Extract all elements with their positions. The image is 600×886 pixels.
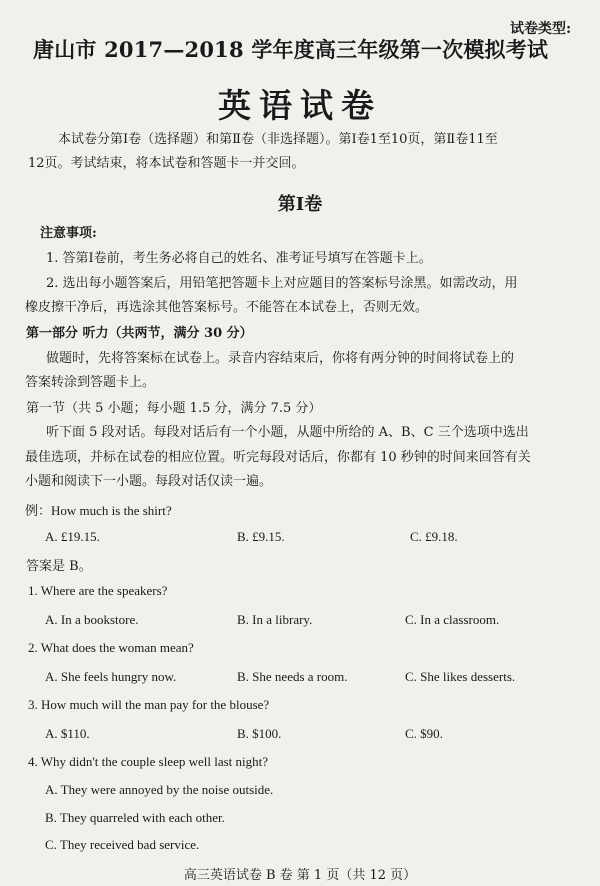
part1-title: 第Ⅰ卷 [277,194,323,215]
question-4: 4. Why didn't the couple sleep well last night? [28,754,269,769]
question-1-option-b: B. In a library. [237,612,313,627]
question-3: 3. How much will the man pay for the blouse? [28,697,270,712]
question-1: 1. Where are the speakers? [28,583,168,598]
notes-item-2-line-1: 2. 选出每小题答案后，用铅笔把答题卡上对应题目的答案标号涂黑。如需改动，用 [46,276,518,291]
question-4-option-c: C. They received bad service. [45,837,200,852]
question-1-option-a: A. In a bookstore. [45,612,139,627]
intro-line-2: 12页。考试结束，将本试卷和答题卡一并交回。 [28,156,305,171]
question-2-option-c: C. She likes desserts. [405,669,516,684]
example-question: 例：How much is the shirt? [25,503,172,518]
section-heading: 第一节（共 5 小题；每小题 1.5 分，满分 7.5 分） [26,401,322,416]
notes-item-2-line-2: 橡皮擦干净后，再选涂其他答案标号。不能答在本试卷上，否则无效。 [25,300,429,315]
question-3-option-c: C. $90. [405,726,443,741]
question-2-option-b: B. She needs a room. [237,669,348,684]
example-option-a: A. £19.15. [45,529,100,544]
listening-heading: 第一部分 听力（共两节，满分 30 分） [26,326,253,341]
section-instruction-line-2: 最佳选项，并标在试卷的相应位置。听完每段对话后，你都有 10 秒钟的时间来回答有关 [25,450,531,465]
question-3-option-b: B. $100. [237,726,282,741]
page-footer: 高三英语试卷 B 卷 第 1 页（共 12 页） [183,868,417,883]
question-4-option-a: A. They were annoyed by the noise outside. [45,782,274,797]
question-3-option-a: A. $110. [45,726,90,741]
listening-instruction-line-1: 做题时，先将答案标在试卷上。录音内容结束后，你将有两分钟的时间将试卷上的 [46,351,515,366]
question-4-option-b: B. They quarreled with each other. [45,810,225,825]
section-instruction-line-1: 听下面 5 段对话。每段对话后有一个小题，从题中所给的 A、B、C 三个选项中选出 [46,425,529,440]
question-2-option-a: A. She feels hungry now. [45,669,177,684]
main-title: 英语试卷 [218,86,382,125]
question-2: 2. What does the woman mean? [28,640,194,655]
example-option-b: B. £9.15. [237,529,285,544]
example-option-c: C. £9.18. [410,529,458,544]
exam-title: 唐山市 2017—2018 学年度高三年级第一次模拟考试 [33,37,549,62]
question-1-option-c: C. In a classroom. [405,612,500,627]
notes-heading: 注意事项: [40,226,97,241]
notes-item-1: 1. 答第Ⅰ卷前，考生务必将自己的姓名、准考证号填写在答题卡上。 [46,251,432,266]
example-answer: 答案是 B。 [26,559,92,574]
listening-instruction-line-2: 答案转涂到答题卡上。 [25,375,156,390]
intro-line-1: 本试卷分第Ⅰ卷（选择题）和第Ⅱ卷（非选择题）。第Ⅰ卷1至10页，第Ⅱ卷11至 [58,132,498,147]
section-instruction-line-3: 小题和阅读下一小题。每段对话仅读一遍。 [25,474,273,489]
exam-type-label: 试卷类型: [510,21,572,37]
